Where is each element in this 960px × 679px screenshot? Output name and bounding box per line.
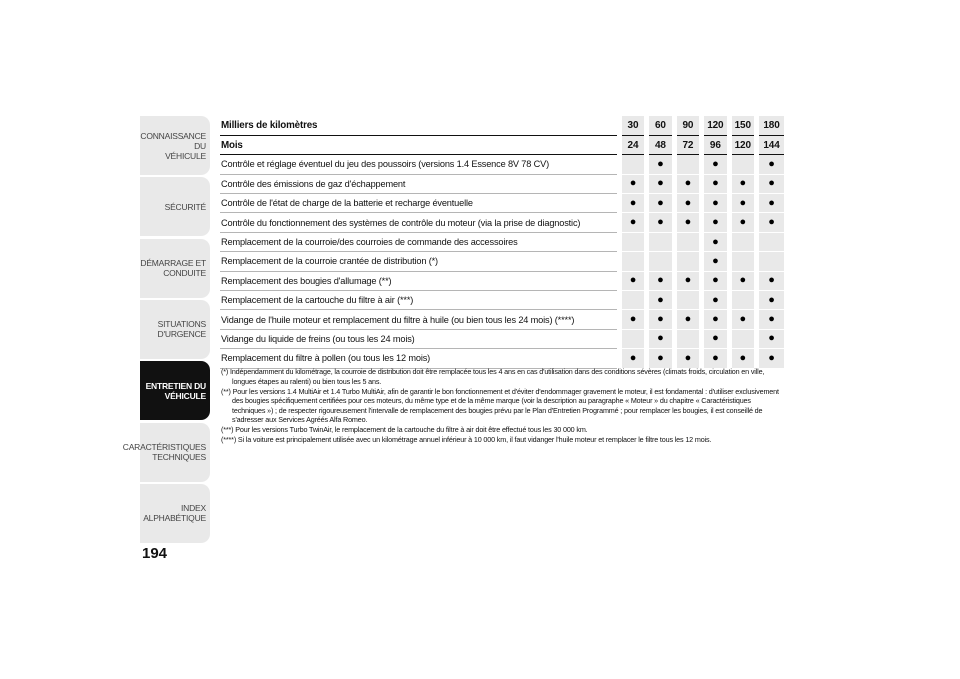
months-value: 48: [647, 135, 674, 154]
check-dot: ●: [629, 196, 637, 209]
check-dot: ●: [629, 274, 637, 287]
row-label: Contrôle de l'état de charge de la batterie et recharge éventuelle: [220, 194, 619, 213]
check-dot: ●: [657, 313, 664, 326]
check-dot: ●: [739, 196, 747, 209]
km-value: 150: [729, 116, 756, 135]
table-row: [220, 155, 784, 174]
check-dot: ●: [768, 332, 775, 345]
check-cell: [674, 329, 701, 348]
table-row: [220, 174, 784, 193]
row-label: Vidange de l'huile moteur et remplacement du filtre à huile (ou bien tous les 24 mois) (****): [220, 310, 619, 329]
check-cell: [729, 174, 756, 193]
check-cell: [619, 232, 646, 251]
check-dot: ●: [684, 216, 692, 229]
row-label: Remplacement des bougies d'allumage (**): [220, 271, 619, 290]
check-dot: ●: [629, 313, 637, 326]
table-row: [220, 194, 784, 213]
nav-tab[interactable]: CONNAISSANCE DU VÉHICULE: [140, 116, 210, 175]
check-cell: [729, 232, 756, 251]
nav-tab[interactable]: INDEX ALPHABÉTIQUE: [140, 484, 210, 543]
check-dot: ●: [739, 313, 747, 326]
table-row: [220, 310, 784, 329]
check-dot: ●: [768, 313, 775, 326]
row-label: Contrôle et réglage éventuel du jeu des poussoirs (versions 1.4 Essence 8V 78 CV): [220, 155, 619, 174]
check-cell: [619, 291, 646, 310]
check-cell: [647, 194, 674, 213]
check-cell: [757, 232, 785, 251]
check-cell: [647, 232, 674, 251]
check-cell: [757, 213, 785, 232]
check-dot: ●: [629, 351, 637, 364]
check-dot: ●: [629, 177, 637, 190]
check-dot: ●: [712, 157, 719, 170]
table-row: [220, 271, 784, 290]
check-cell: [757, 329, 785, 348]
check-dot: ●: [657, 274, 664, 287]
check-dot: ●: [739, 177, 747, 190]
header-row-km: [220, 116, 784, 135]
check-dot: ●: [739, 216, 747, 229]
row-label: Vidange du liquide de freins (ou tous les 24 mois): [220, 329, 619, 348]
check-dot: ●: [684, 274, 692, 287]
check-cell: [619, 271, 646, 290]
months-header-label: Mois: [220, 135, 619, 154]
nav-tab[interactable]: CARACTÉRISTIQUES TECHNIQUES: [140, 423, 210, 482]
check-cell: [729, 271, 756, 290]
row-label: Remplacement du filtre à pollen (ou tous les 12 mois): [220, 349, 619, 368]
check-cell: [674, 252, 701, 271]
check-dot: ●: [712, 177, 719, 190]
row-label: Remplacement de la courroie/des courroies de commande des accessoires: [220, 232, 619, 251]
check-dot: ●: [712, 196, 719, 209]
check-dot: ●: [712, 235, 719, 248]
check-cell: [702, 310, 729, 329]
check-dot: ●: [712, 216, 719, 229]
maintenance-schedule-table: [220, 116, 784, 369]
check-cell: [619, 174, 646, 193]
check-dot: ●: [629, 216, 637, 229]
nav-tab[interactable]: SITUATIONS D'URGENCE: [140, 300, 210, 359]
months-value: 96: [702, 135, 729, 154]
km-header-label: Milliers de kilomètres: [220, 116, 619, 135]
check-cell: [729, 349, 756, 368]
check-cell: [674, 349, 701, 368]
check-dot: ●: [684, 313, 692, 326]
check-cell: [647, 252, 674, 271]
check-cell: [619, 213, 646, 232]
check-cell: [757, 174, 785, 193]
table-row: [220, 329, 784, 348]
check-dot: ●: [657, 216, 664, 229]
check-cell: [647, 174, 674, 193]
km-value: 60: [647, 116, 674, 135]
check-cell: [674, 213, 701, 232]
check-dot: ●: [739, 274, 747, 287]
km-value: 120: [702, 116, 729, 135]
check-dot: ●: [684, 177, 692, 190]
check-cell: [757, 271, 785, 290]
check-cell: [619, 329, 646, 348]
check-cell: [674, 271, 701, 290]
check-dot: ●: [712, 332, 719, 345]
months-value: 120: [729, 135, 756, 154]
row-label: Contrôle du fonctionnement des systèmes de contrôle du moteur (via la prise de diagnostic): [220, 213, 619, 232]
check-dot: ●: [768, 177, 775, 190]
check-cell: [674, 310, 701, 329]
check-dot: ●: [657, 196, 664, 209]
check-cell: [619, 194, 646, 213]
footnote: (**) Pour les versions 1.4 MultiAir et 1.4 Turbo MultiAir, afin de garantir le bon fonctionnement et d'éviter d'endommager gravement le moteur, il est fondamental : d'utiliser exclusivement des bougies spécifiquement certifiées pour ces moteurs, du même type et de la même marque (voir la description au paragraphe « Moteur » du chapitre « Caractéristiques techniques ») ; de respecter rigoureusement l'intervalle de remplacement des bougies prévu par le Plan d'Entretien Programmé ; pour remplacer les bougies, il est conseillé de s'adresser aux Services Agréés Alfa Romeo.: [221, 386, 779, 425]
check-cell: [647, 329, 674, 348]
table-row: [220, 291, 784, 310]
row-label: Remplacement de la cartouche du filtre à air (***): [220, 291, 619, 310]
row-label: Remplacement de la courroie crantée de distribution (*): [220, 252, 619, 271]
check-cell: [757, 291, 785, 310]
table-row: [220, 252, 784, 271]
check-cell: [729, 252, 756, 271]
check-dot: ●: [712, 351, 719, 364]
check-dot: ●: [657, 351, 664, 364]
check-cell: [757, 310, 785, 329]
check-cell: [757, 194, 785, 213]
row-label: Contrôle des émissions de gaz d'échappement: [220, 174, 619, 193]
check-dot: ●: [684, 351, 692, 364]
check-cell: [757, 155, 785, 174]
km-value: 90: [674, 116, 701, 135]
check-cell: [702, 194, 729, 213]
check-dot: ●: [657, 332, 664, 345]
check-cell: [647, 310, 674, 329]
check-dot: ●: [739, 351, 747, 364]
header-row-months: [220, 135, 784, 154]
check-cell: [674, 232, 701, 251]
check-cell: [729, 213, 756, 232]
check-cell: [702, 291, 729, 310]
footnote: (*) Indépendamment du kilométrage, la courroie de distribution doit être remplacée tous les 4 ans en cas d'utilisation dans des conditions sévères (climats froids, circulation en ville, longues étapes au ralenti) ou bien tous les 5 ans.: [221, 367, 765, 386]
check-cell: [619, 252, 646, 271]
table-row: [220, 349, 784, 368]
nav-tab[interactable]: ENTRETIEN DU VÉHICULE: [140, 361, 210, 420]
check-cell: [647, 349, 674, 368]
check-cell: [702, 232, 729, 251]
check-dot: ●: [712, 293, 719, 306]
check-dot: ●: [712, 313, 719, 326]
km-value: 180: [757, 116, 785, 135]
check-cell: [729, 310, 756, 329]
check-cell: [729, 155, 756, 174]
check-cell: [674, 174, 701, 193]
check-cell: [674, 155, 701, 174]
months-value: 144: [757, 135, 785, 154]
check-cell: [702, 329, 729, 348]
check-dot: ●: [768, 351, 775, 364]
check-cell: [702, 271, 729, 290]
check-cell: [619, 349, 646, 368]
check-cell: [702, 213, 729, 232]
check-dot: ●: [768, 196, 775, 209]
check-dot: ●: [768, 216, 775, 229]
check-dot: ●: [712, 254, 719, 267]
check-cell: [619, 310, 646, 329]
check-cell: [674, 291, 701, 310]
check-cell: [619, 155, 646, 174]
nav-tab[interactable]: DÉMARRAGE ET CONDUITE: [140, 239, 210, 298]
footnote: (***) Pour les versions Turbo TwinAir, le remplacement de la cartouche du filtre à air doit être effectué tous les 30 000 km.: [221, 425, 588, 435]
check-cell: [647, 155, 674, 174]
maintenance-table-container: [220, 116, 784, 369]
check-dot: ●: [657, 157, 664, 170]
check-cell: [702, 174, 729, 193]
months-value: 72: [674, 135, 701, 154]
footnotes: [221, 367, 781, 445]
nav-tab[interactable]: SÉCURITÉ: [140, 177, 210, 236]
check-dot: ●: [768, 157, 775, 170]
table-row: [220, 213, 784, 232]
check-dot: ●: [712, 274, 719, 287]
check-cell: [647, 271, 674, 290]
check-cell: [729, 291, 756, 310]
check-cell: [647, 291, 674, 310]
page-number: 194: [142, 545, 168, 562]
check-cell: [729, 194, 756, 213]
check-dot: ●: [768, 274, 775, 287]
check-cell: [702, 252, 729, 271]
check-cell: [757, 252, 785, 271]
check-cell: [729, 329, 756, 348]
check-cell: [702, 155, 729, 174]
check-cell: [674, 194, 701, 213]
check-dot: ●: [684, 196, 692, 209]
check-dot: ●: [768, 293, 775, 306]
months-value: 24: [619, 135, 646, 154]
check-cell: [757, 349, 785, 368]
check-cell: [702, 349, 729, 368]
footnote: (****) Si la voiture est principalement utilisée avec un kilométrage annuel inférieur à 10 000 km, il faut vidanger l'huile moteur et remplacer le filtre tous les 12 mois.: [221, 435, 712, 445]
check-cell: [647, 213, 674, 232]
km-value: 30: [619, 116, 646, 135]
check-dot: ●: [657, 293, 664, 306]
table-row: [220, 232, 784, 251]
check-dot: ●: [657, 177, 664, 190]
